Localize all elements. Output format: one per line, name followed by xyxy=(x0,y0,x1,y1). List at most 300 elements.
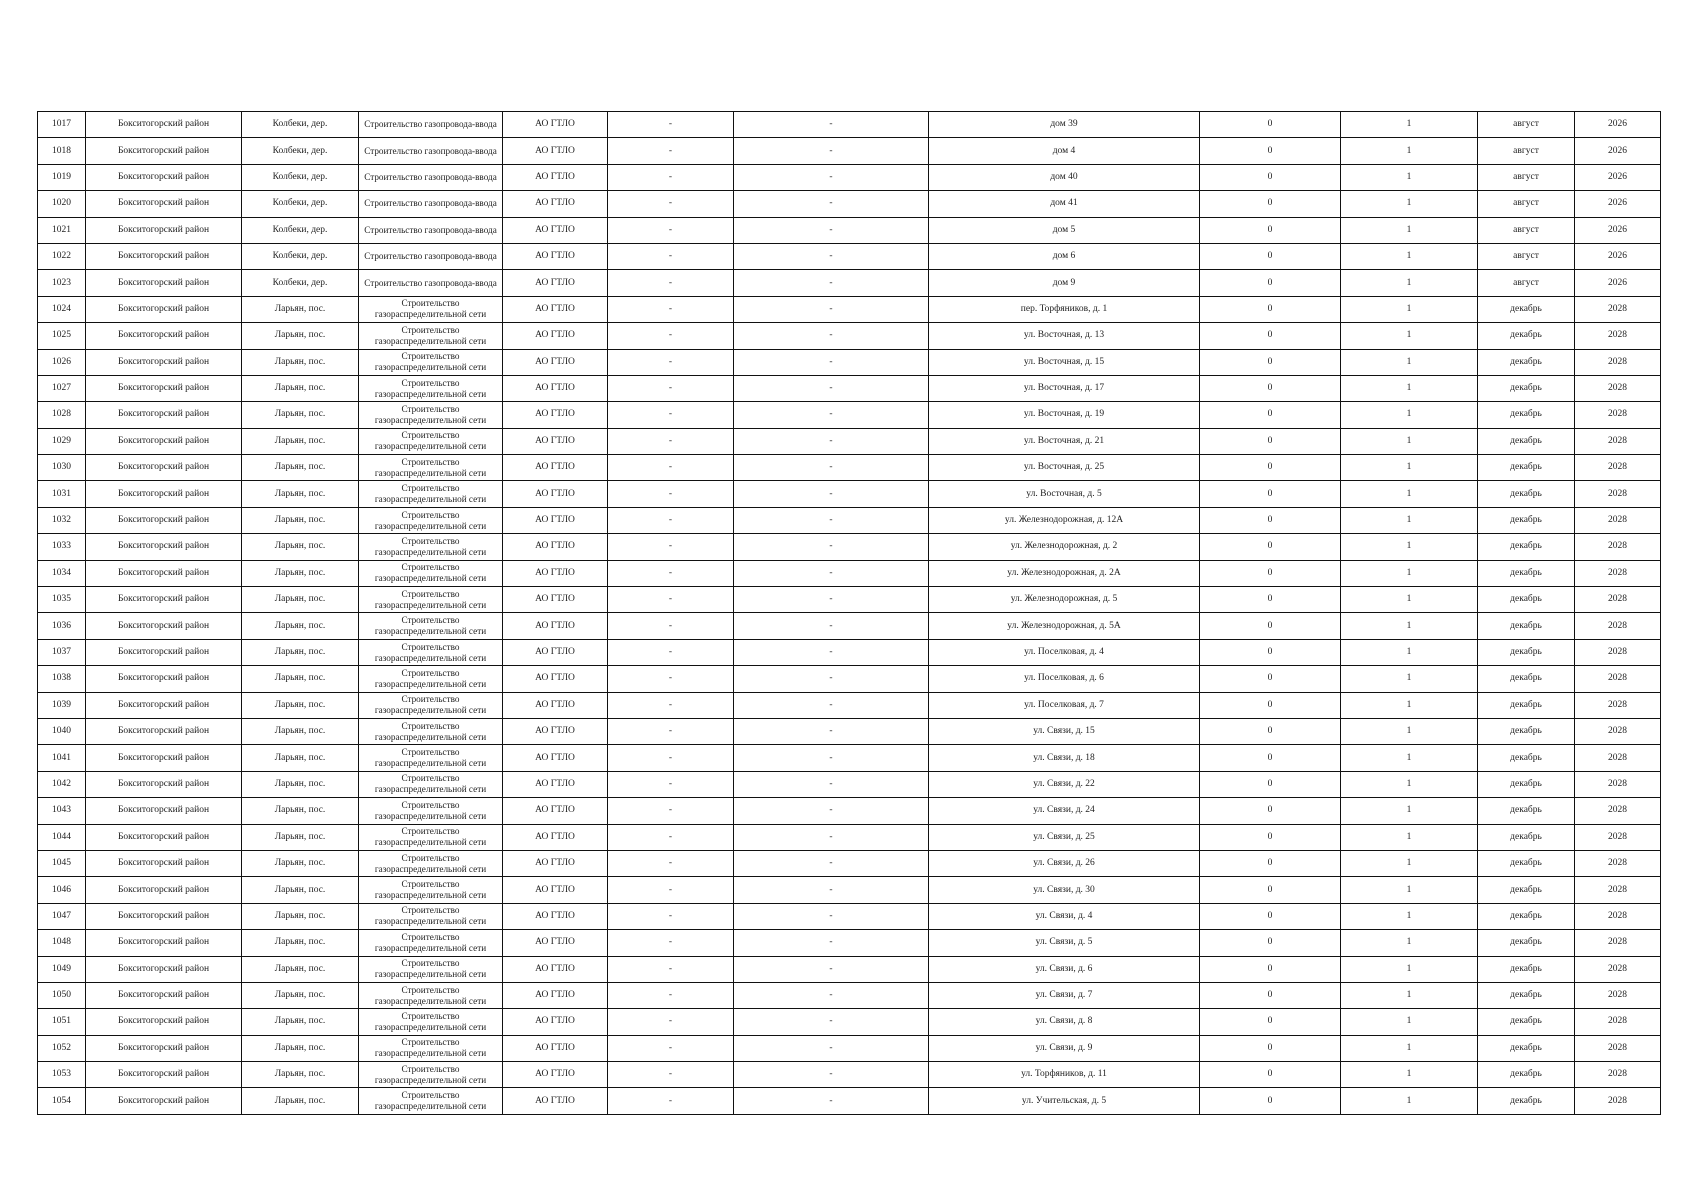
settlement-cell: Ларьян, пос. xyxy=(242,666,359,692)
settlement-cell: Ларьян, пос. xyxy=(242,798,359,824)
table-row xyxy=(38,692,1661,718)
work-type-cell: Строительство газораспределительной сети xyxy=(359,587,503,613)
col7-cell: - xyxy=(734,164,929,190)
col10-cell: 1 xyxy=(1341,534,1478,560)
month-cell: декабрь xyxy=(1478,534,1575,560)
col7-cell: - xyxy=(734,639,929,665)
year-cell: 2028 xyxy=(1575,850,1661,876)
year-cell: 2028 xyxy=(1575,1088,1661,1114)
organization-cell: АО ГТЛО xyxy=(503,1088,608,1114)
address-cell: ул. Железнодорожная, д. 2А xyxy=(929,560,1200,586)
settlement-cell: Колбеки, дер. xyxy=(242,217,359,243)
district-cell: Бокситогорский район xyxy=(86,507,242,533)
col10-cell: 1 xyxy=(1341,164,1478,190)
district-cell: Бокситогорский район xyxy=(86,1062,242,1088)
col7-cell: - xyxy=(734,850,929,876)
district-cell: Бокситогорский район xyxy=(86,164,242,190)
col6-cell: - xyxy=(608,402,734,428)
district-cell: Бокситогорский район xyxy=(86,455,242,481)
month-cell: декабрь xyxy=(1478,1035,1575,1061)
district-cell: Бокситогорский район xyxy=(86,481,242,507)
col6-cell: - xyxy=(608,930,734,956)
district-cell: Бокситогорский район xyxy=(86,402,242,428)
col10-cell: 1 xyxy=(1341,560,1478,586)
year-cell: 2026 xyxy=(1575,112,1661,138)
col7-cell: - xyxy=(734,349,929,375)
work-type-cell: Строительство газопровода-ввода xyxy=(359,112,503,138)
work-type-cell: Строительство газораспределительной сети xyxy=(359,666,503,692)
col9-cell: 0 xyxy=(1200,745,1341,771)
organization-cell: АО ГТЛО xyxy=(503,296,608,322)
year-cell: 2028 xyxy=(1575,956,1661,982)
year-cell: 2028 xyxy=(1575,877,1661,903)
row-number-cell: 1038 xyxy=(38,666,86,692)
year-cell: 2028 xyxy=(1575,349,1661,375)
address-cell: ул. Восточная, д. 25 xyxy=(929,455,1200,481)
col9-cell: 0 xyxy=(1200,850,1341,876)
organization-cell: АО ГТЛО xyxy=(503,138,608,164)
table-row xyxy=(38,402,1661,428)
table-row xyxy=(38,745,1661,771)
district-cell: Бокситогорский район xyxy=(86,243,242,269)
col6-cell: - xyxy=(608,877,734,903)
col9-cell: 0 xyxy=(1200,270,1341,296)
month-cell: декабрь xyxy=(1478,877,1575,903)
year-cell: 2026 xyxy=(1575,191,1661,217)
col10-cell: 1 xyxy=(1341,481,1478,507)
organization-cell: АО ГТЛО xyxy=(503,534,608,560)
organization-cell: АО ГТЛО xyxy=(503,1009,608,1035)
work-type-cell: Строительство газораспределительной сети xyxy=(359,560,503,586)
address-cell: ул. Восточная, д. 21 xyxy=(929,428,1200,454)
month-cell: декабрь xyxy=(1478,982,1575,1008)
col7-cell: - xyxy=(734,402,929,428)
row-number-cell: 1023 xyxy=(38,270,86,296)
col10-cell: 1 xyxy=(1341,718,1478,744)
month-cell: август xyxy=(1478,217,1575,243)
table-row xyxy=(38,375,1661,401)
col6-cell: - xyxy=(608,850,734,876)
settlement-cell: Ларьян, пос. xyxy=(242,930,359,956)
col7-cell: - xyxy=(734,1088,929,1114)
district-cell: Бокситогорский район xyxy=(86,349,242,375)
organization-cell: АО ГТЛО xyxy=(503,956,608,982)
year-cell: 2028 xyxy=(1575,639,1661,665)
table-row xyxy=(38,270,1661,296)
district-cell: Бокситогорский район xyxy=(86,560,242,586)
address-cell: дом 39 xyxy=(929,112,1200,138)
col7-cell: - xyxy=(734,798,929,824)
col6-cell: - xyxy=(608,481,734,507)
col10-cell: 1 xyxy=(1341,587,1478,613)
address-cell: ул. Железнодорожная, д. 5 xyxy=(929,587,1200,613)
address-cell: ул. Связи, д. 30 xyxy=(929,877,1200,903)
col9-cell: 0 xyxy=(1200,613,1341,639)
year-cell: 2026 xyxy=(1575,217,1661,243)
district-cell: Бокситогорский район xyxy=(86,798,242,824)
settlement-cell: Ларьян, пос. xyxy=(242,455,359,481)
organization-cell: АО ГТЛО xyxy=(503,191,608,217)
month-cell: декабрь xyxy=(1478,613,1575,639)
row-number-cell: 1054 xyxy=(38,1088,86,1114)
work-type-cell: Строительство газораспределительной сети xyxy=(359,1009,503,1035)
month-cell: декабрь xyxy=(1478,903,1575,929)
col7-cell: - xyxy=(734,587,929,613)
col6-cell: - xyxy=(608,771,734,797)
table-row xyxy=(38,1009,1661,1035)
work-type-cell: Строительство газораспределительной сети xyxy=(359,323,503,349)
work-type-cell: Строительство газораспределительной сети xyxy=(359,639,503,665)
settlement-cell: Колбеки, дер. xyxy=(242,138,359,164)
row-number-cell: 1044 xyxy=(38,824,86,850)
col9-cell: 0 xyxy=(1200,771,1341,797)
address-cell: ул. Железнодорожная, д. 12А xyxy=(929,507,1200,533)
col10-cell: 1 xyxy=(1341,1062,1478,1088)
table-row xyxy=(38,771,1661,797)
address-cell: ул. Восточная, д. 17 xyxy=(929,375,1200,401)
col10-cell: 1 xyxy=(1341,507,1478,533)
col7-cell: - xyxy=(734,613,929,639)
col9-cell: 0 xyxy=(1200,164,1341,190)
address-cell: дом 41 xyxy=(929,191,1200,217)
table-row xyxy=(38,798,1661,824)
col7-cell: - xyxy=(734,296,929,322)
organization-cell: АО ГТЛО xyxy=(503,375,608,401)
year-cell: 2028 xyxy=(1575,692,1661,718)
col6-cell: - xyxy=(608,428,734,454)
address-cell: ул. Поселковая, д. 7 xyxy=(929,692,1200,718)
year-cell: 2028 xyxy=(1575,666,1661,692)
month-cell: декабрь xyxy=(1478,560,1575,586)
address-cell: ул. Связи, д. 5 xyxy=(929,930,1200,956)
settlement-cell: Ларьян, пос. xyxy=(242,745,359,771)
settlement-cell: Ларьян, пос. xyxy=(242,692,359,718)
table-row xyxy=(38,560,1661,586)
month-cell: декабрь xyxy=(1478,296,1575,322)
col9-cell: 0 xyxy=(1200,323,1341,349)
table-row xyxy=(38,1062,1661,1088)
settlement-cell: Ларьян, пос. xyxy=(242,534,359,560)
table-row xyxy=(38,164,1661,190)
row-number-cell: 1041 xyxy=(38,745,86,771)
col10-cell: 1 xyxy=(1341,402,1478,428)
organization-cell: АО ГТЛО xyxy=(503,217,608,243)
work-type-cell: Строительство газопровода-ввода xyxy=(359,191,503,217)
year-cell: 2028 xyxy=(1575,1062,1661,1088)
col10-cell: 1 xyxy=(1341,903,1478,929)
year-cell: 2028 xyxy=(1575,560,1661,586)
organization-cell: АО ГТЛО xyxy=(503,798,608,824)
col9-cell: 0 xyxy=(1200,560,1341,586)
col10-cell: 1 xyxy=(1341,613,1478,639)
address-cell: дом 9 xyxy=(929,270,1200,296)
work-type-cell: Строительство газораспределительной сети xyxy=(359,771,503,797)
col10-cell: 1 xyxy=(1341,982,1478,1008)
settlement-cell: Колбеки, дер. xyxy=(242,112,359,138)
organization-cell: АО ГТЛО xyxy=(503,666,608,692)
table-row xyxy=(38,982,1661,1008)
month-cell: декабрь xyxy=(1478,402,1575,428)
address-cell: дом 6 xyxy=(929,243,1200,269)
work-type-cell: Строительство газопровода-ввода xyxy=(359,164,503,190)
month-cell: август xyxy=(1478,243,1575,269)
address-cell: ул. Железнодорожная, д. 2 xyxy=(929,534,1200,560)
district-cell: Бокситогорский район xyxy=(86,323,242,349)
col6-cell: - xyxy=(608,718,734,744)
organization-cell: АО ГТЛО xyxy=(503,323,608,349)
col10-cell: 1 xyxy=(1341,666,1478,692)
table-row xyxy=(38,930,1661,956)
month-cell: декабрь xyxy=(1478,375,1575,401)
district-cell: Бокситогорский район xyxy=(86,1035,242,1061)
address-cell: ул. Восточная, д. 13 xyxy=(929,323,1200,349)
table-row xyxy=(38,718,1661,744)
table-row xyxy=(38,455,1661,481)
organization-cell: АО ГТЛО xyxy=(503,402,608,428)
district-cell: Бокситогорский район xyxy=(86,296,242,322)
col10-cell: 1 xyxy=(1341,639,1478,665)
organization-cell: АО ГТЛО xyxy=(503,1035,608,1061)
district-cell: Бокситогорский район xyxy=(86,877,242,903)
row-number-cell: 1051 xyxy=(38,1009,86,1035)
col9-cell: 0 xyxy=(1200,296,1341,322)
address-cell: дом 40 xyxy=(929,164,1200,190)
col7-cell: - xyxy=(734,745,929,771)
organization-cell: АО ГТЛО xyxy=(503,587,608,613)
district-cell: Бокситогорский район xyxy=(86,270,242,296)
col9-cell: 0 xyxy=(1200,1035,1341,1061)
col7-cell: - xyxy=(734,982,929,1008)
address-cell: ул. Связи, д. 9 xyxy=(929,1035,1200,1061)
row-number-cell: 1043 xyxy=(38,798,86,824)
col6-cell: - xyxy=(608,164,734,190)
col10-cell: 1 xyxy=(1341,798,1478,824)
col7-cell: - xyxy=(734,560,929,586)
year-cell: 2028 xyxy=(1575,323,1661,349)
address-cell: ул. Связи, д. 15 xyxy=(929,718,1200,744)
organization-cell: АО ГТЛО xyxy=(503,877,608,903)
settlement-cell: Ларьян, пос. xyxy=(242,1062,359,1088)
month-cell: декабрь xyxy=(1478,507,1575,533)
month-cell: декабрь xyxy=(1478,455,1575,481)
table-row xyxy=(38,138,1661,164)
row-number-cell: 1053 xyxy=(38,1062,86,1088)
month-cell: декабрь xyxy=(1478,639,1575,665)
work-type-cell: Строительство газораспределительной сети xyxy=(359,982,503,1008)
year-cell: 2028 xyxy=(1575,982,1661,1008)
settlement-cell: Ларьян, пос. xyxy=(242,613,359,639)
col9-cell: 0 xyxy=(1200,1088,1341,1114)
col10-cell: 1 xyxy=(1341,930,1478,956)
col7-cell: - xyxy=(734,903,929,929)
table-row xyxy=(38,1088,1661,1114)
settlement-cell: Ларьян, пос. xyxy=(242,850,359,876)
settlement-cell: Ларьян, пос. xyxy=(242,1035,359,1061)
table-row xyxy=(38,824,1661,850)
col9-cell: 0 xyxy=(1200,930,1341,956)
col7-cell: - xyxy=(734,270,929,296)
col6-cell: - xyxy=(608,191,734,217)
year-cell: 2028 xyxy=(1575,745,1661,771)
year-cell: 2028 xyxy=(1575,375,1661,401)
col7-cell: - xyxy=(734,1035,929,1061)
address-cell: ул. Связи, д. 24 xyxy=(929,798,1200,824)
settlement-cell: Ларьян, пос. xyxy=(242,824,359,850)
col9-cell: 0 xyxy=(1200,982,1341,1008)
work-type-cell: Строительство газораспределительной сети xyxy=(359,375,503,401)
col7-cell: - xyxy=(734,112,929,138)
col9-cell: 0 xyxy=(1200,507,1341,533)
col9-cell: 0 xyxy=(1200,903,1341,929)
col6-cell: - xyxy=(608,587,734,613)
month-cell: декабрь xyxy=(1478,692,1575,718)
year-cell: 2028 xyxy=(1575,613,1661,639)
col7-cell: - xyxy=(734,1062,929,1088)
month-cell: декабрь xyxy=(1478,1062,1575,1088)
year-cell: 2028 xyxy=(1575,507,1661,533)
col9-cell: 0 xyxy=(1200,191,1341,217)
organization-cell: АО ГТЛО xyxy=(503,349,608,375)
col9-cell: 0 xyxy=(1200,481,1341,507)
row-number-cell: 1036 xyxy=(38,613,86,639)
work-type-cell: Строительство газораспределительной сети xyxy=(359,455,503,481)
col9-cell: 0 xyxy=(1200,639,1341,665)
col7-cell: - xyxy=(734,824,929,850)
col6-cell: - xyxy=(608,1062,734,1088)
col7-cell: - xyxy=(734,666,929,692)
row-number-cell: 1047 xyxy=(38,903,86,929)
organization-cell: АО ГТЛО xyxy=(503,613,608,639)
district-cell: Бокситогорский район xyxy=(86,534,242,560)
table-row xyxy=(38,349,1661,375)
table-row xyxy=(38,217,1661,243)
row-number-cell: 1048 xyxy=(38,930,86,956)
col7-cell: - xyxy=(734,877,929,903)
col6-cell: - xyxy=(608,455,734,481)
col9-cell: 0 xyxy=(1200,718,1341,744)
settlement-cell: Колбеки, дер. xyxy=(242,164,359,190)
row-number-cell: 1019 xyxy=(38,164,86,190)
district-cell: Бокситогорский район xyxy=(86,692,242,718)
month-cell: декабрь xyxy=(1478,1088,1575,1114)
month-cell: декабрь xyxy=(1478,798,1575,824)
district-cell: Бокситогорский район xyxy=(86,112,242,138)
address-cell: ул. Поселковая, д. 4 xyxy=(929,639,1200,665)
settlement-cell: Ларьян, пос. xyxy=(242,428,359,454)
year-cell: 2028 xyxy=(1575,771,1661,797)
table-row xyxy=(38,903,1661,929)
address-cell: ул. Связи, д. 22 xyxy=(929,771,1200,797)
col9-cell: 0 xyxy=(1200,587,1341,613)
col7-cell: - xyxy=(734,718,929,744)
organization-cell: АО ГТЛО xyxy=(503,745,608,771)
col9-cell: 0 xyxy=(1200,138,1341,164)
work-type-cell: Строительство газораспределительной сети xyxy=(359,850,503,876)
table-row xyxy=(38,956,1661,982)
year-cell: 2028 xyxy=(1575,402,1661,428)
col10-cell: 1 xyxy=(1341,745,1478,771)
settlement-cell: Ларьян, пос. xyxy=(242,1009,359,1035)
work-type-cell: Строительство газораспределительной сети xyxy=(359,613,503,639)
col9-cell: 0 xyxy=(1200,1009,1341,1035)
col7-cell: - xyxy=(734,375,929,401)
year-cell: 2026 xyxy=(1575,270,1661,296)
col10-cell: 1 xyxy=(1341,1009,1478,1035)
table-row xyxy=(38,296,1661,322)
address-cell: ул. Торфяников, д. 11 xyxy=(929,1062,1200,1088)
row-number-cell: 1033 xyxy=(38,534,86,560)
address-cell: ул. Связи, д. 8 xyxy=(929,1009,1200,1035)
col9-cell: 0 xyxy=(1200,217,1341,243)
col10-cell: 1 xyxy=(1341,217,1478,243)
row-number-cell: 1026 xyxy=(38,349,86,375)
district-cell: Бокситогорский район xyxy=(86,850,242,876)
row-number-cell: 1022 xyxy=(38,243,86,269)
settlement-cell: Ларьян, пос. xyxy=(242,481,359,507)
col6-cell: - xyxy=(608,1009,734,1035)
col6-cell: - xyxy=(608,1035,734,1061)
year-cell: 2028 xyxy=(1575,903,1661,929)
col9-cell: 0 xyxy=(1200,375,1341,401)
work-type-cell: Строительство газораспределительной сети xyxy=(359,1035,503,1061)
col7-cell: - xyxy=(734,481,929,507)
year-cell: 2028 xyxy=(1575,1009,1661,1035)
col10-cell: 1 xyxy=(1341,455,1478,481)
year-cell: 2028 xyxy=(1575,1035,1661,1061)
address-cell: ул. Поселковая, д. 6 xyxy=(929,666,1200,692)
col6-cell: - xyxy=(608,217,734,243)
col6-cell: - xyxy=(608,824,734,850)
district-cell: Бокситогорский район xyxy=(86,587,242,613)
col6-cell: - xyxy=(608,639,734,665)
district-cell: Бокситогорский район xyxy=(86,982,242,1008)
col10-cell: 1 xyxy=(1341,428,1478,454)
address-cell: дом 5 xyxy=(929,217,1200,243)
month-cell: декабрь xyxy=(1478,956,1575,982)
work-type-cell: Строительство газораспределительной сети xyxy=(359,507,503,533)
work-type-cell: Строительство газораспределительной сети xyxy=(359,349,503,375)
col7-cell: - xyxy=(734,507,929,533)
work-type-cell: Строительство газораспределительной сети xyxy=(359,956,503,982)
table-body xyxy=(38,112,1661,1115)
month-cell: декабрь xyxy=(1478,850,1575,876)
month-cell: декабрь xyxy=(1478,824,1575,850)
month-cell: август xyxy=(1478,191,1575,217)
work-type-cell: Строительство газораспределительной сети xyxy=(359,692,503,718)
col10-cell: 1 xyxy=(1341,243,1478,269)
work-type-cell: Строительство газораспределительной сети xyxy=(359,798,503,824)
table-row xyxy=(38,587,1661,613)
col7-cell: - xyxy=(734,692,929,718)
table-row xyxy=(38,850,1661,876)
year-cell: 2028 xyxy=(1575,296,1661,322)
row-number-cell: 1029 xyxy=(38,428,86,454)
col6-cell: - xyxy=(608,903,734,929)
settlement-cell: Ларьян, пос. xyxy=(242,402,359,428)
year-cell: 2028 xyxy=(1575,930,1661,956)
settlement-cell: Ларьян, пос. xyxy=(242,349,359,375)
row-number-cell: 1040 xyxy=(38,718,86,744)
row-number-cell: 1017 xyxy=(38,112,86,138)
col7-cell: - xyxy=(734,217,929,243)
district-cell: Бокситогорский район xyxy=(86,824,242,850)
year-cell: 2026 xyxy=(1575,243,1661,269)
row-number-cell: 1020 xyxy=(38,191,86,217)
address-cell: дом 4 xyxy=(929,138,1200,164)
district-cell: Бокситогорский район xyxy=(86,666,242,692)
col6-cell: - xyxy=(608,349,734,375)
col9-cell: 0 xyxy=(1200,666,1341,692)
